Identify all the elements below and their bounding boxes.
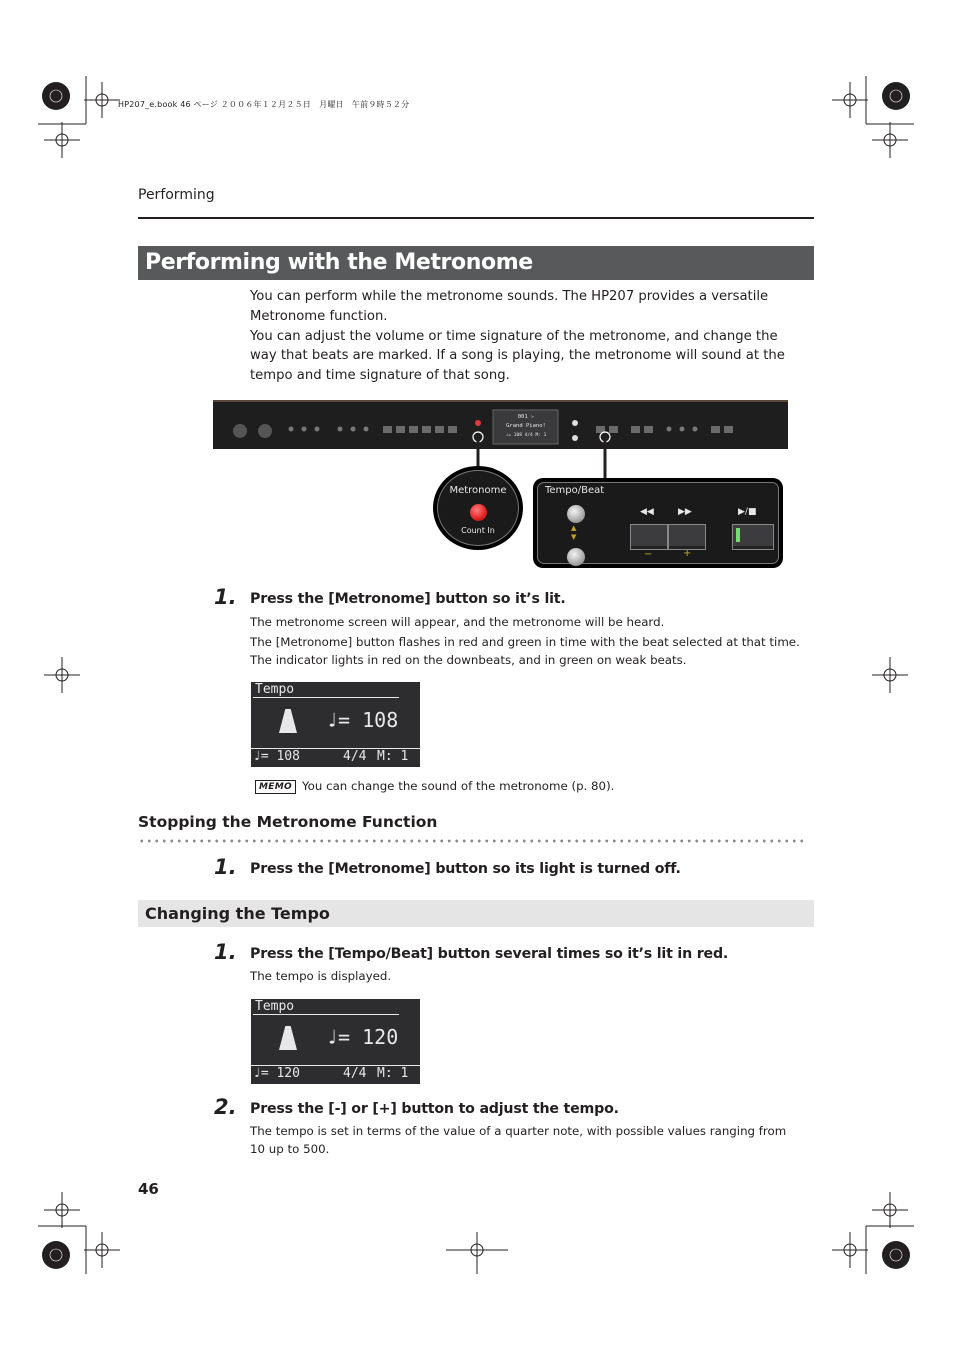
step-1-detail-3: The indicator lights in red on the downbeats, and in green on weak beats.: [250, 653, 687, 667]
tempo-section-heading: Changing the Tempo: [145, 904, 330, 923]
screen-header: Tempo: [255, 682, 295, 697]
page-number: 46: [138, 1180, 159, 1198]
tempo-screen: [251, 999, 420, 1084]
stop-step-number: 1.: [214, 855, 237, 879]
tempo-step-2-number: 2.: [214, 1095, 237, 1119]
tempo-beat-callout: [533, 478, 783, 568]
memo-badge: MEMO: [255, 780, 296, 794]
step-1-text: Press the [Metronome] button so it’s lit.: [250, 591, 566, 607]
tempo-step-2-detail: The tempo is set in terms of the value of a quarter note, with possible values ranging from 10 up to 500.: [250, 1124, 787, 1156]
minus-button[interactable]: [630, 524, 668, 550]
tempo-beat-button[interactable]: [567, 505, 585, 523]
memo-text: You can change the sound of the metronome (p. 80).: [302, 779, 615, 793]
tempo-step-1-detail: The tempo is displayed.: [250, 969, 392, 983]
tempo-beat-label: Tempo/Beat: [545, 485, 605, 496]
file-header: HP207_e.book 46 ページ ２００６年１２月２５日 月曜日 午前９時５２分: [118, 100, 410, 109]
tempo-step-1-text: Press the [Tempo/Beat] button several times so it’s lit in red.: [250, 946, 729, 962]
metronome-icon: [279, 1026, 297, 1050]
metronome-icon: [279, 709, 297, 733]
panel-display-line-1: 001 ♭: [517, 414, 535, 420]
screen2-footer-tempo: ♩= 120: [253, 1066, 300, 1081]
intro-text: [250, 287, 798, 386]
panel-display: [496, 413, 556, 440]
play-stop-indicator: [736, 528, 740, 542]
fast-forward-icon: ▶▶: [678, 507, 692, 517]
tempo-step-1-number: 1.: [214, 940, 237, 964]
tempo-step-2-text: Press the [-] or [+] button to adjust the tempo.: [250, 1101, 619, 1117]
play-stop-button[interactable]: [732, 524, 774, 550]
intro-paragraph-1: You can perform while the metronome sounds. The HP207 provides a versatile Metronome function.: [250, 289, 769, 324]
play-stop-icon: ▶/■: [738, 507, 757, 517]
screen-footer-tempo: ♩= 108: [253, 749, 300, 764]
stop-step-text: Press the [Metronome] button so its light is turned off.: [250, 861, 681, 877]
screen-footer-beat: 4/4: [343, 749, 367, 764]
step-1-detail-2: The [Metronome] button flashes in red and green in time with the beat selected at that time.: [250, 635, 800, 649]
metronome-callout: [433, 466, 523, 550]
panel-display-line-3: ♩= 108 4/4 M: 1: [505, 433, 547, 438]
plus-button[interactable]: [668, 524, 706, 550]
dotted-divider: [138, 839, 804, 843]
step-1-detail-1: The metronome screen will appear, and the metronome will be heard.: [250, 615, 665, 629]
step-1-details: [250, 613, 810, 669]
screen2-footer-measure: M: 1: [377, 1066, 409, 1081]
panel-display-line-2: Grand Piano!: [506, 423, 546, 429]
metronome-button[interactable]: [470, 504, 487, 521]
screen2-header: Tempo: [255, 999, 295, 1014]
rewind-icon: ◀◀: [640, 507, 654, 517]
screen2-footer-beat: 4/4: [343, 1066, 367, 1081]
intro-paragraph-2: You can adjust the volume or time signature of the metronome, and change the way that beats are marked. If a song is playing, the metronome will sound at the tempo and time signature of that song.: [250, 328, 785, 384]
running-head: Performing: [138, 187, 215, 203]
screen2-tempo: ♩= 120: [326, 1025, 399, 1049]
page-title: Performing with the Metronome: [145, 250, 533, 275]
minus-label: −: [644, 549, 653, 560]
count-in-label: Count In: [461, 526, 495, 535]
screen-footer-measure: M: 1: [377, 749, 409, 764]
header-rule: [138, 217, 814, 219]
step-1-number: 1.: [214, 585, 237, 609]
tempo-arrows-icon: ▲ ▼: [571, 524, 577, 541]
song-button[interactable]: [567, 548, 585, 566]
metronome-callout-label: Metronome: [449, 485, 507, 496]
stopping-heading: Stopping the Metronome Function: [138, 813, 438, 831]
plus-label: +: [683, 548, 692, 559]
metronome-screen: [251, 682, 420, 767]
screen-tempo: ♩= 108: [326, 708, 399, 732]
